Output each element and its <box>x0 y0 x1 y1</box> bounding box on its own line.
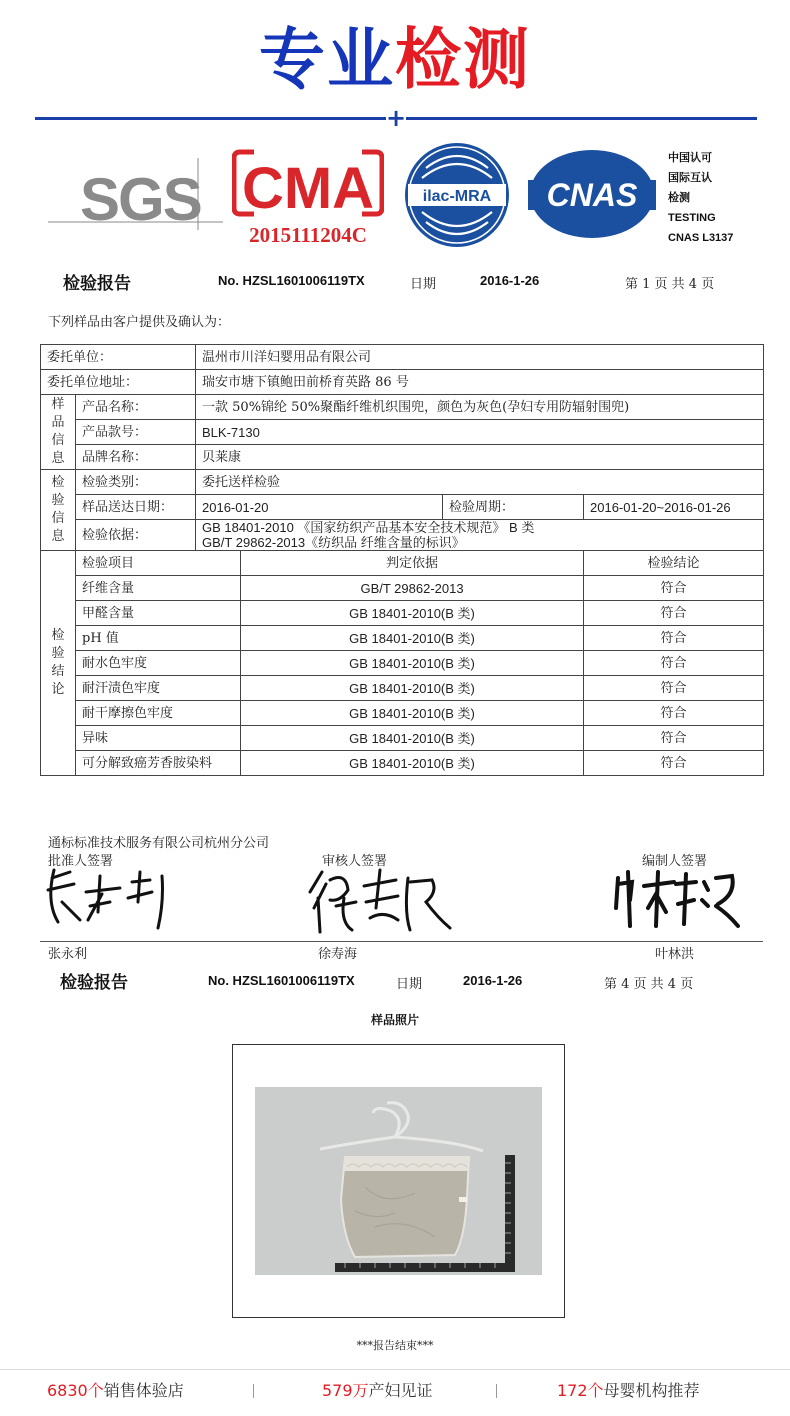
report-date-page4: 2016-1-26 <box>463 973 523 988</box>
cnas-line-4: TESTING <box>668 212 716 224</box>
inspect-type-value: 委托送样检验 <box>196 470 764 495</box>
client-label: 委托单位： <box>41 345 196 370</box>
title-part-red: 检测 <box>395 21 531 98</box>
stat-institutions <box>557 1378 700 1401</box>
stat-separator <box>496 1384 497 1398</box>
stat-separator <box>253 1384 254 1398</box>
cnas-letters: CNAS <box>546 177 638 213</box>
section-char: 信 <box>51 511 65 526</box>
period-label: 检验周期： <box>443 495 584 520</box>
company-name: 通标标准技术服务有限公司杭州分公司 <box>48 836 270 851</box>
approver-label: 批准人签署 <box>48 854 114 869</box>
report-number-page4: No. HZSL1601006119TX <box>208 973 355 988</box>
result-item: 异味 <box>76 726 241 751</box>
plus-icon: + <box>386 104 407 132</box>
basis-value <box>196 520 764 551</box>
result-item: 耐汗渍色牢度 <box>76 676 241 701</box>
product-model-row <box>41 420 764 445</box>
header-basis: 判定依据 <box>241 551 584 576</box>
section-char: 息 <box>51 529 65 544</box>
basis-row <box>41 520 764 551</box>
product-model-label: 产品款号： <box>76 420 196 445</box>
stat-institutions-text: 母婴机构推荐 <box>603 1381 700 1400</box>
date-label: 日期 <box>410 277 437 292</box>
address-row <box>41 370 764 395</box>
sgs-logo-text: SGS <box>80 166 201 230</box>
report-number: No. HZSL1601006119TX <box>218 273 365 288</box>
address-value: 瑞安市塘下镇鲍田前桥育英路 86 号 <box>196 370 764 395</box>
approver-name: 张永利 <box>48 947 88 962</box>
section-char: 信 <box>51 433 65 448</box>
header-conclusion: 检验结论 <box>584 551 764 576</box>
result-conclusion: 符合 <box>584 626 764 651</box>
result-basis: GB 18401-2010(B 类) <box>241 601 584 626</box>
stat-testimonials <box>322 1378 433 1401</box>
client-value: 温州市川洋妇婴用品有限公司 <box>196 345 764 370</box>
result-basis: GB/T 29862-2013 <box>241 576 584 601</box>
report-table <box>40 344 764 776</box>
result-basis: GB 18401-2010(B 类) <box>241 751 584 776</box>
sample-info-section <box>41 395 76 470</box>
report-title: 检验报告 <box>63 274 131 294</box>
address-label: 委托单位地址： <box>41 370 196 395</box>
report-end-text: ***报告结束*** <box>356 1339 434 1352</box>
section-char: 检 <box>51 475 65 490</box>
table-row <box>41 601 764 626</box>
result-basis: GB 18401-2010(B 类) <box>241 726 584 751</box>
section-char: 检 <box>51 628 65 643</box>
product-model-value: BLK-7130 <box>196 420 764 445</box>
cnas-line-1: 中国认可 <box>668 152 712 164</box>
sample-photo <box>255 1087 542 1275</box>
inspect-type-row <box>41 470 764 495</box>
compiler-label: 编制人签署 <box>642 854 708 869</box>
section-char: 验 <box>51 646 65 661</box>
product-name-value: 一款 50%锦纶 50%聚酯纤维机织围兜，颜色为灰色(孕妇专用防辐射围兜) <box>196 395 764 420</box>
product-name-row <box>41 395 764 420</box>
result-item: pH 值 <box>76 626 241 651</box>
table-row <box>41 651 764 676</box>
product-name-label: 产品名称： <box>76 395 196 420</box>
sgs-logo <box>48 150 223 230</box>
result-header-row <box>41 551 764 576</box>
page-title <box>0 12 790 108</box>
inspect-info-section <box>41 470 76 551</box>
result-conclusion: 符合 <box>584 676 764 701</box>
section-char: 息 <box>51 451 65 466</box>
stat-institutions-number: 172个 <box>557 1381 604 1400</box>
table-row <box>41 626 764 651</box>
result-basis: GB 18401-2010(B 类) <box>241 651 584 676</box>
section-char: 样 <box>51 397 65 412</box>
cnas-line-2: 国际互认 <box>668 172 712 184</box>
result-item: 甲醛含量 <box>76 601 241 626</box>
reviewer-signature <box>300 862 460 938</box>
cma-letters: CMA <box>241 156 375 221</box>
intro-text: 下列样品由客户提供及确认为： <box>48 315 231 330</box>
stat-testimonials-text: 产妇见证 <box>368 1381 433 1400</box>
table-row <box>41 676 764 701</box>
header-item: 检验项目 <box>76 551 241 576</box>
stat-stores <box>47 1378 184 1401</box>
reviewer-name: 徐寿海 <box>318 947 358 962</box>
brand-label: 品牌名称： <box>76 445 196 470</box>
cnas-line-5: CNAS L3137 <box>668 232 734 244</box>
stat-stores-number: 6830个 <box>47 1381 104 1400</box>
basis-label: 检验依据： <box>76 520 196 551</box>
approver-signature <box>40 862 180 934</box>
stat-stores-text: 销售体验店 <box>103 1381 184 1400</box>
delivery-row <box>41 495 764 520</box>
cnas-description <box>668 148 768 248</box>
section-char: 验 <box>51 493 65 508</box>
report-date: 2016-1-26 <box>480 273 540 288</box>
compiler-name: 叶林洪 <box>655 947 695 962</box>
result-basis: GB 18401-2010(B 类) <box>241 701 584 726</box>
result-item: 耐干摩擦色牢度 <box>76 701 241 726</box>
section-char: 论 <box>51 682 65 697</box>
result-item: 纤维含量 <box>76 576 241 601</box>
result-conclusion: 符合 <box>584 751 764 776</box>
result-item: 耐水色牢度 <box>76 651 241 676</box>
inspect-type-label: 检验类别： <box>76 470 196 495</box>
table-row <box>41 576 764 601</box>
table-row <box>41 751 764 776</box>
result-conclusion: 符合 <box>584 726 764 751</box>
stat-testimonials-number: 579万 <box>322 1381 369 1400</box>
delivery-date-label: 样品送达日期： <box>76 495 196 520</box>
page-indicator: 第 1 页 共 4 页 <box>625 277 715 292</box>
ilac-text: ilac-MRA <box>422 188 492 205</box>
client-row <box>41 345 764 370</box>
result-basis: GB 18401-2010(B 类) <box>241 676 584 701</box>
basis-line-1: GB 18401-2010 《国家纺织产品基本安全技术规范》 B 类 <box>202 520 535 535</box>
cma-number: 2015111204C <box>249 223 367 247</box>
compiler-signature <box>604 864 744 934</box>
signature-divider <box>40 941 763 942</box>
cnas-line-3: 检测 <box>668 192 690 204</box>
result-basis: GB 18401-2010(B 类) <box>241 626 584 651</box>
sample-photo-title: 样品照片 <box>370 1013 419 1027</box>
basis-line-2: GB/T 29862-2013《纺织品 纤维含量的标识》 <box>202 535 465 550</box>
brand-value: 贝莱康 <box>196 445 764 470</box>
table-row <box>41 701 764 726</box>
result-item: 可分解致癌芳香胺染料 <box>76 751 241 776</box>
page-indicator-page4: 第 4 页 共 4 页 <box>604 977 694 992</box>
result-conclusion: 符合 <box>584 601 764 626</box>
result-conclusion: 符合 <box>584 576 764 601</box>
cma-logo <box>232 146 384 248</box>
footer-stats <box>0 1369 790 1416</box>
cnas-logo <box>528 148 656 240</box>
table-row <box>41 726 764 751</box>
section-char: 结 <box>51 664 65 679</box>
delivery-date-value: 2016-01-20 <box>196 495 443 520</box>
report-title-page4: 检验报告 <box>60 973 128 993</box>
ilac-mra-logo <box>402 140 512 250</box>
section-char: 品 <box>51 415 65 430</box>
reviewer-label: 审核人签署 <box>322 854 388 869</box>
result-conclusion: 符合 <box>584 701 764 726</box>
title-part-blue: 专业 <box>259 21 395 98</box>
period-value-cell: 2016-01-20~2016-01-26 <box>584 495 764 520</box>
result-conclusion: 符合 <box>584 651 764 676</box>
result-section <box>41 551 76 776</box>
date-label-page4: 日期 <box>396 977 423 992</box>
brand-row <box>41 445 764 470</box>
